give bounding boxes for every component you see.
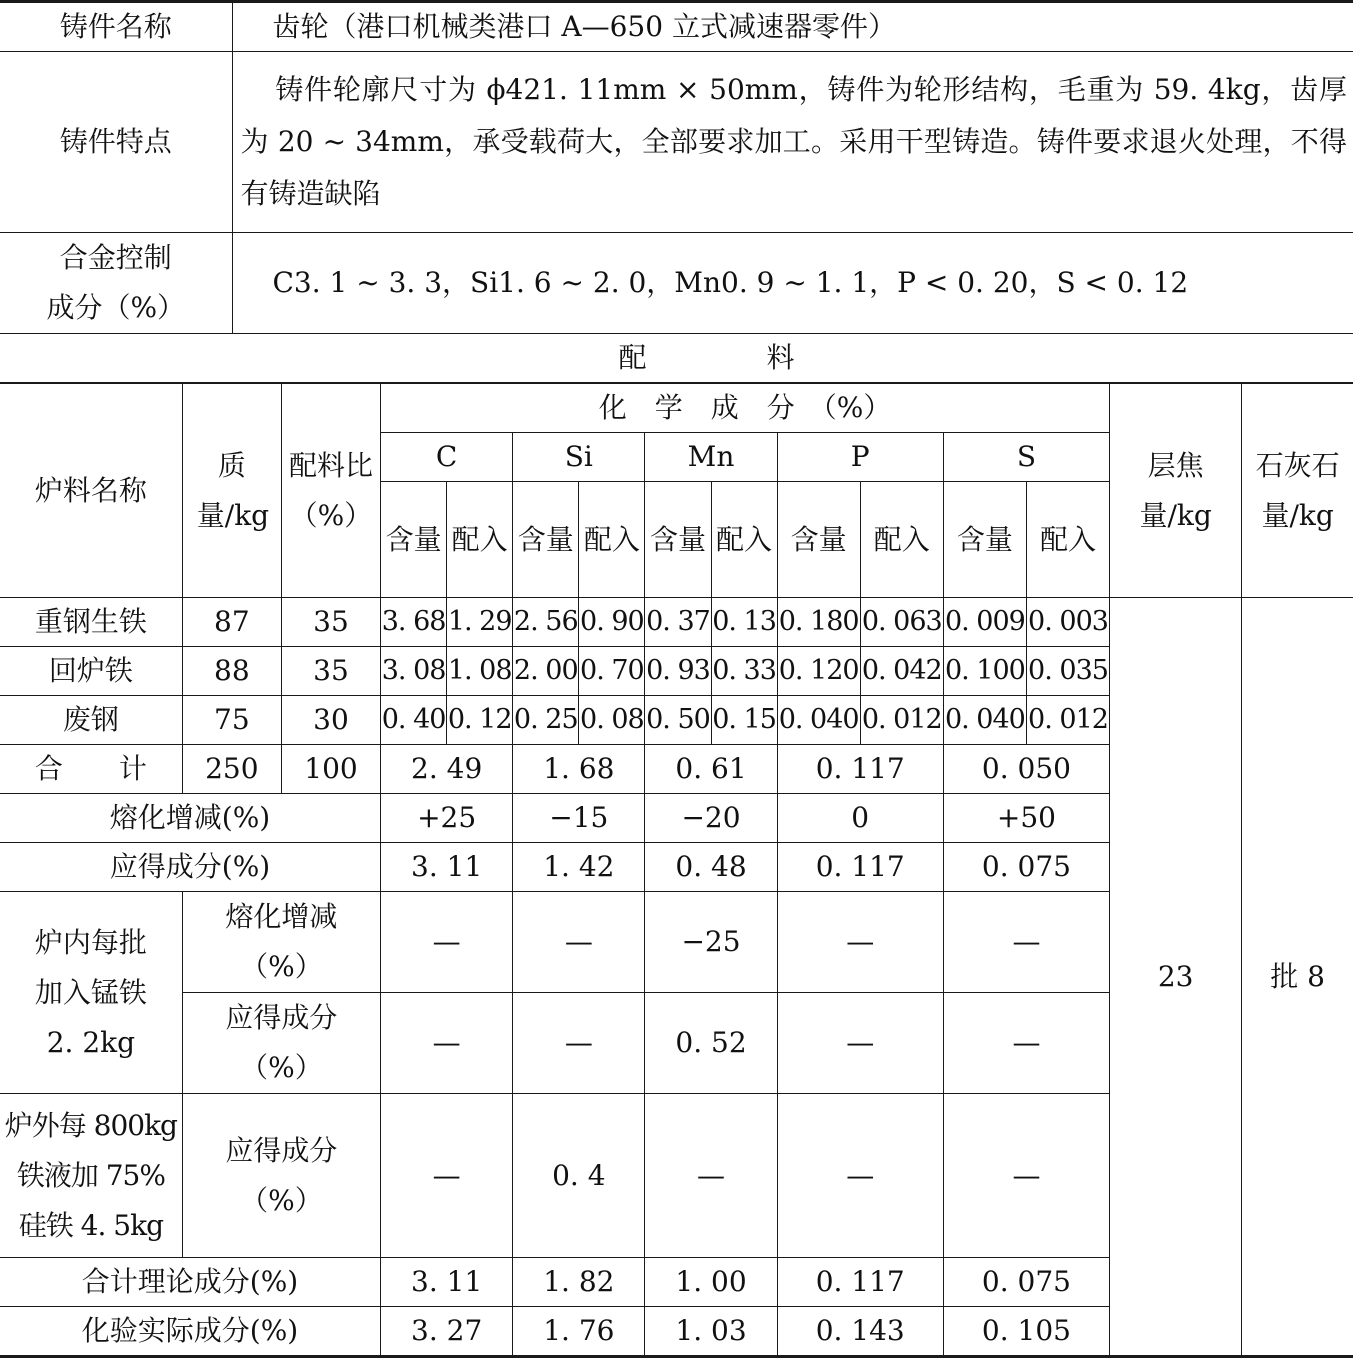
si-add-label-line3: 硅铁 4. 5kg — [18, 1208, 163, 1242]
batching-table — [0, 383, 1353, 1358]
si-add-label-line2: 铁液加 75% — [16, 1158, 165, 1192]
p-added: 0. 063 — [860, 598, 943, 647]
p-content: 0. 040 — [777, 696, 860, 745]
mn-content: 0. 50 — [645, 696, 711, 745]
si-added: 0. 90 — [579, 598, 645, 647]
actual-label: 化验实际成分(%) — [0, 1307, 381, 1357]
charge-mass: 88 — [182, 647, 281, 696]
casting-features-cell — [232, 52, 1353, 233]
element-header-p: P — [777, 433, 943, 482]
casting-info-table — [0, 0, 1353, 383]
si-add-c: — — [381, 1094, 513, 1258]
c-added: 0. 12 — [447, 696, 513, 745]
mn-add-melt-s: — — [943, 892, 1109, 993]
casting-name-value: 齿轮（港口机械类港口 A—650 立式减速器零件） — [232, 2, 1353, 52]
mn-added: 0. 15 — [711, 696, 777, 745]
melt-change-c: +25 — [381, 794, 513, 843]
table-row — [0, 598, 1353, 647]
mn-add-exp-p: — — [777, 993, 943, 1094]
mn-add-expected-label-line2: （%） — [240, 1051, 323, 1084]
si-add-expected-label — [182, 1094, 380, 1258]
total-ratio: 100 — [281, 745, 380, 794]
charge-name: 回炉铁 — [0, 647, 182, 696]
mn-add-label-line3: 2. 2kg — [46, 1025, 136, 1059]
s-content: 0. 100 — [943, 647, 1026, 696]
mn-add-melt-p: — — [777, 892, 943, 993]
theory-s: 0. 075 — [943, 1258, 1109, 1307]
expected-si: 1. 42 — [513, 843, 645, 892]
theory-p: 0. 117 — [777, 1258, 943, 1307]
alloy-control-value: C3. 1 ~ 3. 3，Si1. 6 ~ 2. 0，Mn0. 9 ~ 1. 1，P < 0. 20，S < 0. 12 — [232, 233, 1353, 334]
c-content: 3. 68 — [381, 598, 447, 647]
content-header: 含量 — [381, 482, 447, 598]
added-header: 配入 — [711, 482, 777, 598]
total-p: 0. 117 — [777, 745, 943, 794]
mn-add-melt-si: — — [513, 892, 645, 993]
si-add-expected-label-line2: （%） — [240, 1183, 323, 1217]
s-content: 0. 009 — [943, 598, 1026, 647]
charge-name: 废钢 — [0, 696, 182, 745]
expected-s: 0. 075 — [943, 843, 1109, 892]
melt-change-s: +50 — [943, 794, 1109, 843]
mn-add-melt-label — [182, 892, 380, 993]
si-add-s: — — [943, 1094, 1109, 1258]
added-header: 配入 — [860, 482, 943, 598]
mn-add-label-line1: 炉内每批 — [34, 925, 147, 959]
p-content: 0. 180 — [777, 598, 860, 647]
melt-change-si: −15 — [513, 794, 645, 843]
mn-add-melt-label-line2: （%） — [240, 950, 323, 983]
s-added: 0. 012 — [1026, 696, 1109, 745]
si-add-si: 0. 4 — [513, 1094, 645, 1258]
mn-add-expected-label — [182, 993, 380, 1094]
element-header-s: S — [943, 433, 1109, 482]
s-content: 0. 040 — [943, 696, 1026, 745]
c-added: 1. 08 — [447, 647, 513, 696]
mn-added: 0. 33 — [711, 647, 777, 696]
c-content: 3. 08 — [381, 647, 447, 696]
theory-c: 3. 11 — [381, 1258, 513, 1307]
ratio-header: 配料比（%） — [281, 384, 380, 598]
melt-change-p: 0 — [777, 794, 943, 843]
mn-add-expected-label-line1: 应得成分 — [225, 1001, 338, 1034]
p-added: 0. 042 — [860, 647, 943, 696]
actual-c: 3. 27 — [381, 1307, 513, 1357]
theory-label: 合计理论成分(%) — [0, 1258, 381, 1307]
mn-add-melt-c: — — [381, 892, 513, 993]
charge-mass: 87 — [182, 598, 281, 647]
total-si: 1. 68 — [513, 745, 645, 794]
casting-name-label: 铸件名称 — [0, 2, 232, 52]
expected-mn: 0. 48 — [645, 843, 777, 892]
casting-features-text: 铸件轮廓尺寸为 ϕ421. 11mm × 50mm，铸件为轮形结构，毛重为 59. 4kg，齿厚为 20 ~ 34mm，承受载荷大，全部要求加工。采用干型铸造。铸件要求退火处理，不得有铸造缺陷 — [240, 73, 1347, 210]
casting-name-row — [0, 2, 1353, 52]
si-add-p: — — [777, 1094, 943, 1258]
si-add-expected-label-line1: 应得成分 — [225, 1133, 338, 1167]
content-header: 含量 — [943, 482, 1026, 598]
si-content: 2. 56 — [513, 598, 579, 647]
expected-c: 3. 11 — [381, 843, 513, 892]
charge-name: 重钢生铁 — [0, 598, 182, 647]
actual-p: 0. 143 — [777, 1307, 943, 1357]
total-mn: 0. 61 — [645, 745, 777, 794]
s-added: 0. 003 — [1026, 598, 1109, 647]
content-header: 含量 — [645, 482, 711, 598]
header-row-1 — [0, 384, 1353, 433]
mn-added: 0. 13 — [711, 598, 777, 647]
added-header: 配入 — [447, 482, 513, 598]
melt-change-label: 熔化增减(%) — [0, 794, 381, 843]
actual-si: 1. 76 — [513, 1307, 645, 1357]
si-add-label-line1: 炉外每 800kg — [4, 1108, 177, 1142]
charge-name-header: 炉料名称 — [0, 384, 182, 598]
total-c: 2. 49 — [381, 745, 513, 794]
alloy-control-label — [0, 233, 232, 334]
si-added: 0. 08 — [579, 696, 645, 745]
coke-amount: 23 — [1110, 598, 1242, 1357]
p-added: 0. 012 — [860, 696, 943, 745]
mn-content: 0. 93 — [645, 647, 711, 696]
added-header: 配入 — [1026, 482, 1109, 598]
limestone-amount: 批 8 — [1242, 598, 1353, 1357]
limestone-header: 石灰石量/kg — [1242, 384, 1353, 598]
mn-add-exp-mn: 0. 52 — [645, 993, 777, 1094]
actual-s: 0. 105 — [943, 1307, 1109, 1357]
theory-mn: 1. 00 — [645, 1258, 777, 1307]
expected-p: 0. 117 — [777, 843, 943, 892]
charge-ratio: 30 — [281, 696, 380, 745]
content-header: 含量 — [777, 482, 860, 598]
batching-title-row — [0, 334, 1353, 383]
total-label: 合 计 — [0, 745, 182, 794]
mn-add-exp-s: — — [943, 993, 1109, 1094]
si-content: 0. 25 — [513, 696, 579, 745]
mn-add-label-line2: 加入锰铁 — [34, 975, 147, 1009]
charge-ratio: 35 — [281, 598, 380, 647]
batching-title-left: 配 — [618, 341, 647, 374]
mn-add-label — [0, 892, 182, 1094]
casting-features-label: 铸件特点 — [0, 52, 232, 233]
content-header: 含量 — [513, 482, 579, 598]
alloy-label-line2: 成分（%） — [46, 291, 186, 324]
s-added: 0. 035 — [1026, 647, 1109, 696]
alloy-label-line1: 合金控制 — [59, 241, 172, 274]
mn-add-exp-c: — — [381, 993, 513, 1094]
actual-mn: 1. 03 — [645, 1307, 777, 1357]
si-add-mn: — — [645, 1094, 777, 1258]
added-header: 配入 — [579, 482, 645, 598]
mass-header: 质量/kg — [182, 384, 281, 598]
element-header-mn: Mn — [645, 433, 777, 482]
expected-label: 应得成分(%) — [0, 843, 381, 892]
charge-mass: 75 — [182, 696, 281, 745]
si-add-label — [0, 1094, 182, 1258]
total-s: 0. 050 — [943, 745, 1109, 794]
c-added: 1. 29 — [447, 598, 513, 647]
element-header-si: Si — [513, 433, 645, 482]
chem-composition-header: 化 学 成 分 （%） — [381, 384, 1110, 433]
coke-header: 层焦量/kg — [1110, 384, 1242, 598]
si-added: 0. 70 — [579, 647, 645, 696]
total-mass: 250 — [182, 745, 281, 794]
casting-features-row — [0, 52, 1353, 233]
mn-add-melt-label-line1: 熔化增减 — [225, 900, 338, 933]
alloy-control-row — [0, 233, 1353, 334]
batching-title-right: 料 — [766, 341, 795, 374]
charge-ratio: 35 — [281, 647, 380, 696]
melt-change-mn: −20 — [645, 794, 777, 843]
mn-add-exp-si: — — [513, 993, 645, 1094]
batching-title — [0, 334, 1353, 383]
si-content: 2. 00 — [513, 647, 579, 696]
mn-content: 0. 37 — [645, 598, 711, 647]
mn-add-melt-mn: −25 — [645, 892, 777, 993]
p-content: 0. 120 — [777, 647, 860, 696]
element-header-c: C — [381, 433, 513, 482]
theory-si: 1. 82 — [513, 1258, 645, 1307]
c-content: 0. 40 — [381, 696, 447, 745]
